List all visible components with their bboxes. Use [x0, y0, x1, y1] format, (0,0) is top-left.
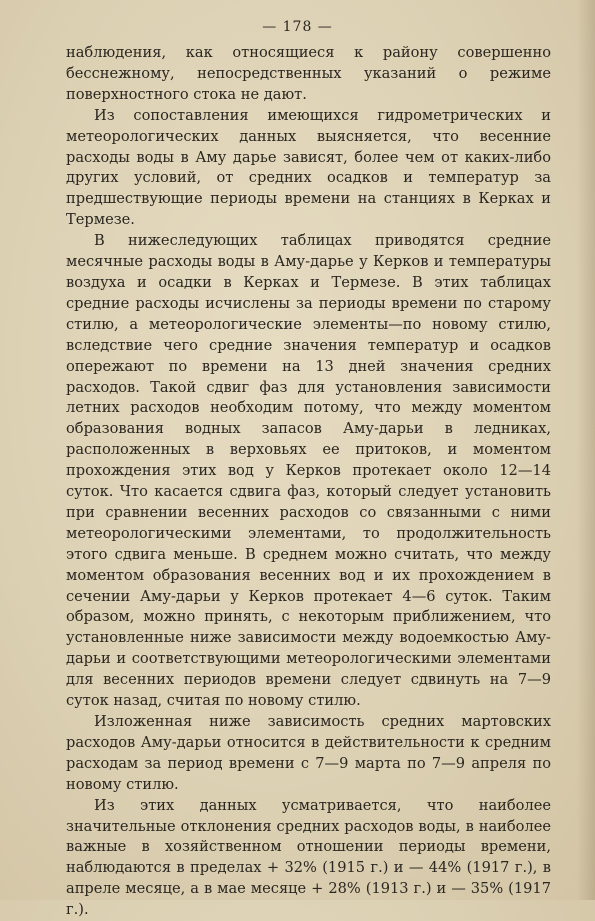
paragraph-comparison: Из сопоставления имеющихся гидрометрических и метеорологических данных выясняется, что весенние расходы воды в Аму дарье зависят, более чем от каких-либо других условий, от средних осадков и температур за предшествующие периоды времени на станциях в Керках и Термезе. — [66, 106, 551, 229]
text-body — [66, 43, 551, 921]
paragraph-deviations: Из этих данных усматривается, что наиболее значительные отклонения средних расходов воды, в наиболее важные в хозяйственном отношении периоды времени, наблюдаются в пределах + 32% (1915 г.) и — 44% (1917 г.), в апреле месяце, а в мае месяце + 28% (1913 г.) и — 35% (1917 г.). — [66, 796, 551, 919]
paragraph-continuation: наблюдения, как относящиеся к району совершенно бесснежному, непосредственных указаний о режиме поверхностного стока не дают. — [66, 44, 551, 103]
paragraph-march-dependency: Изложенная ниже зависимость средних мартовских расходов Аму-дарьи относится в действительности к средним расходам за период времени с 7—9 марта по 7—9 апреля по новому стилю. — [66, 713, 551, 793]
paragraph-tables-description: В нижеследующих таблицах приводятся средние месячные расходы воды в Аму-дарье у Керков и температуры воздуха и осадки в Керках и Термезе. В этих таблицах средние расходы исчислены за периоды времени по старому стилю, а метеорологические элементы—по новому стилю, вследствие чего средние значения температур и осадков опережают по времени на 13 дней значения средних расходов. Такой сдвиг фаз для установления зависимости летних расходов необходим потому, что между моментом образования водных запасов Аму-дарьи в ледниках, расположенных в верховьях ее притоков, и моментом прохождения этих вод у Керков протекает около 12—14 суток. Что касается сдвига фаз, который следует установить при сравнении весенних расходов со связанными с ними метеорологическими элементами, то продолжительность этого сдвига меньше. В среднем можно считать, что между моментом образования весенних вод и их прохождением в сечении Аму-дарьи у Керков протекает 4—6 суток. Таким образом, можно принять, с некоторым приближением, что установленные ниже зависимости между водоемкостью Аму-дарьи и соответствующими метеорологическими элементами для весенних периодов времени следует сдвинуть на 7—9 суток назад, считая по новому стилю. — [66, 232, 551, 710]
page-number: — 178 — — [262, 19, 333, 35]
page-edge-shadow — [577, 0, 595, 900]
